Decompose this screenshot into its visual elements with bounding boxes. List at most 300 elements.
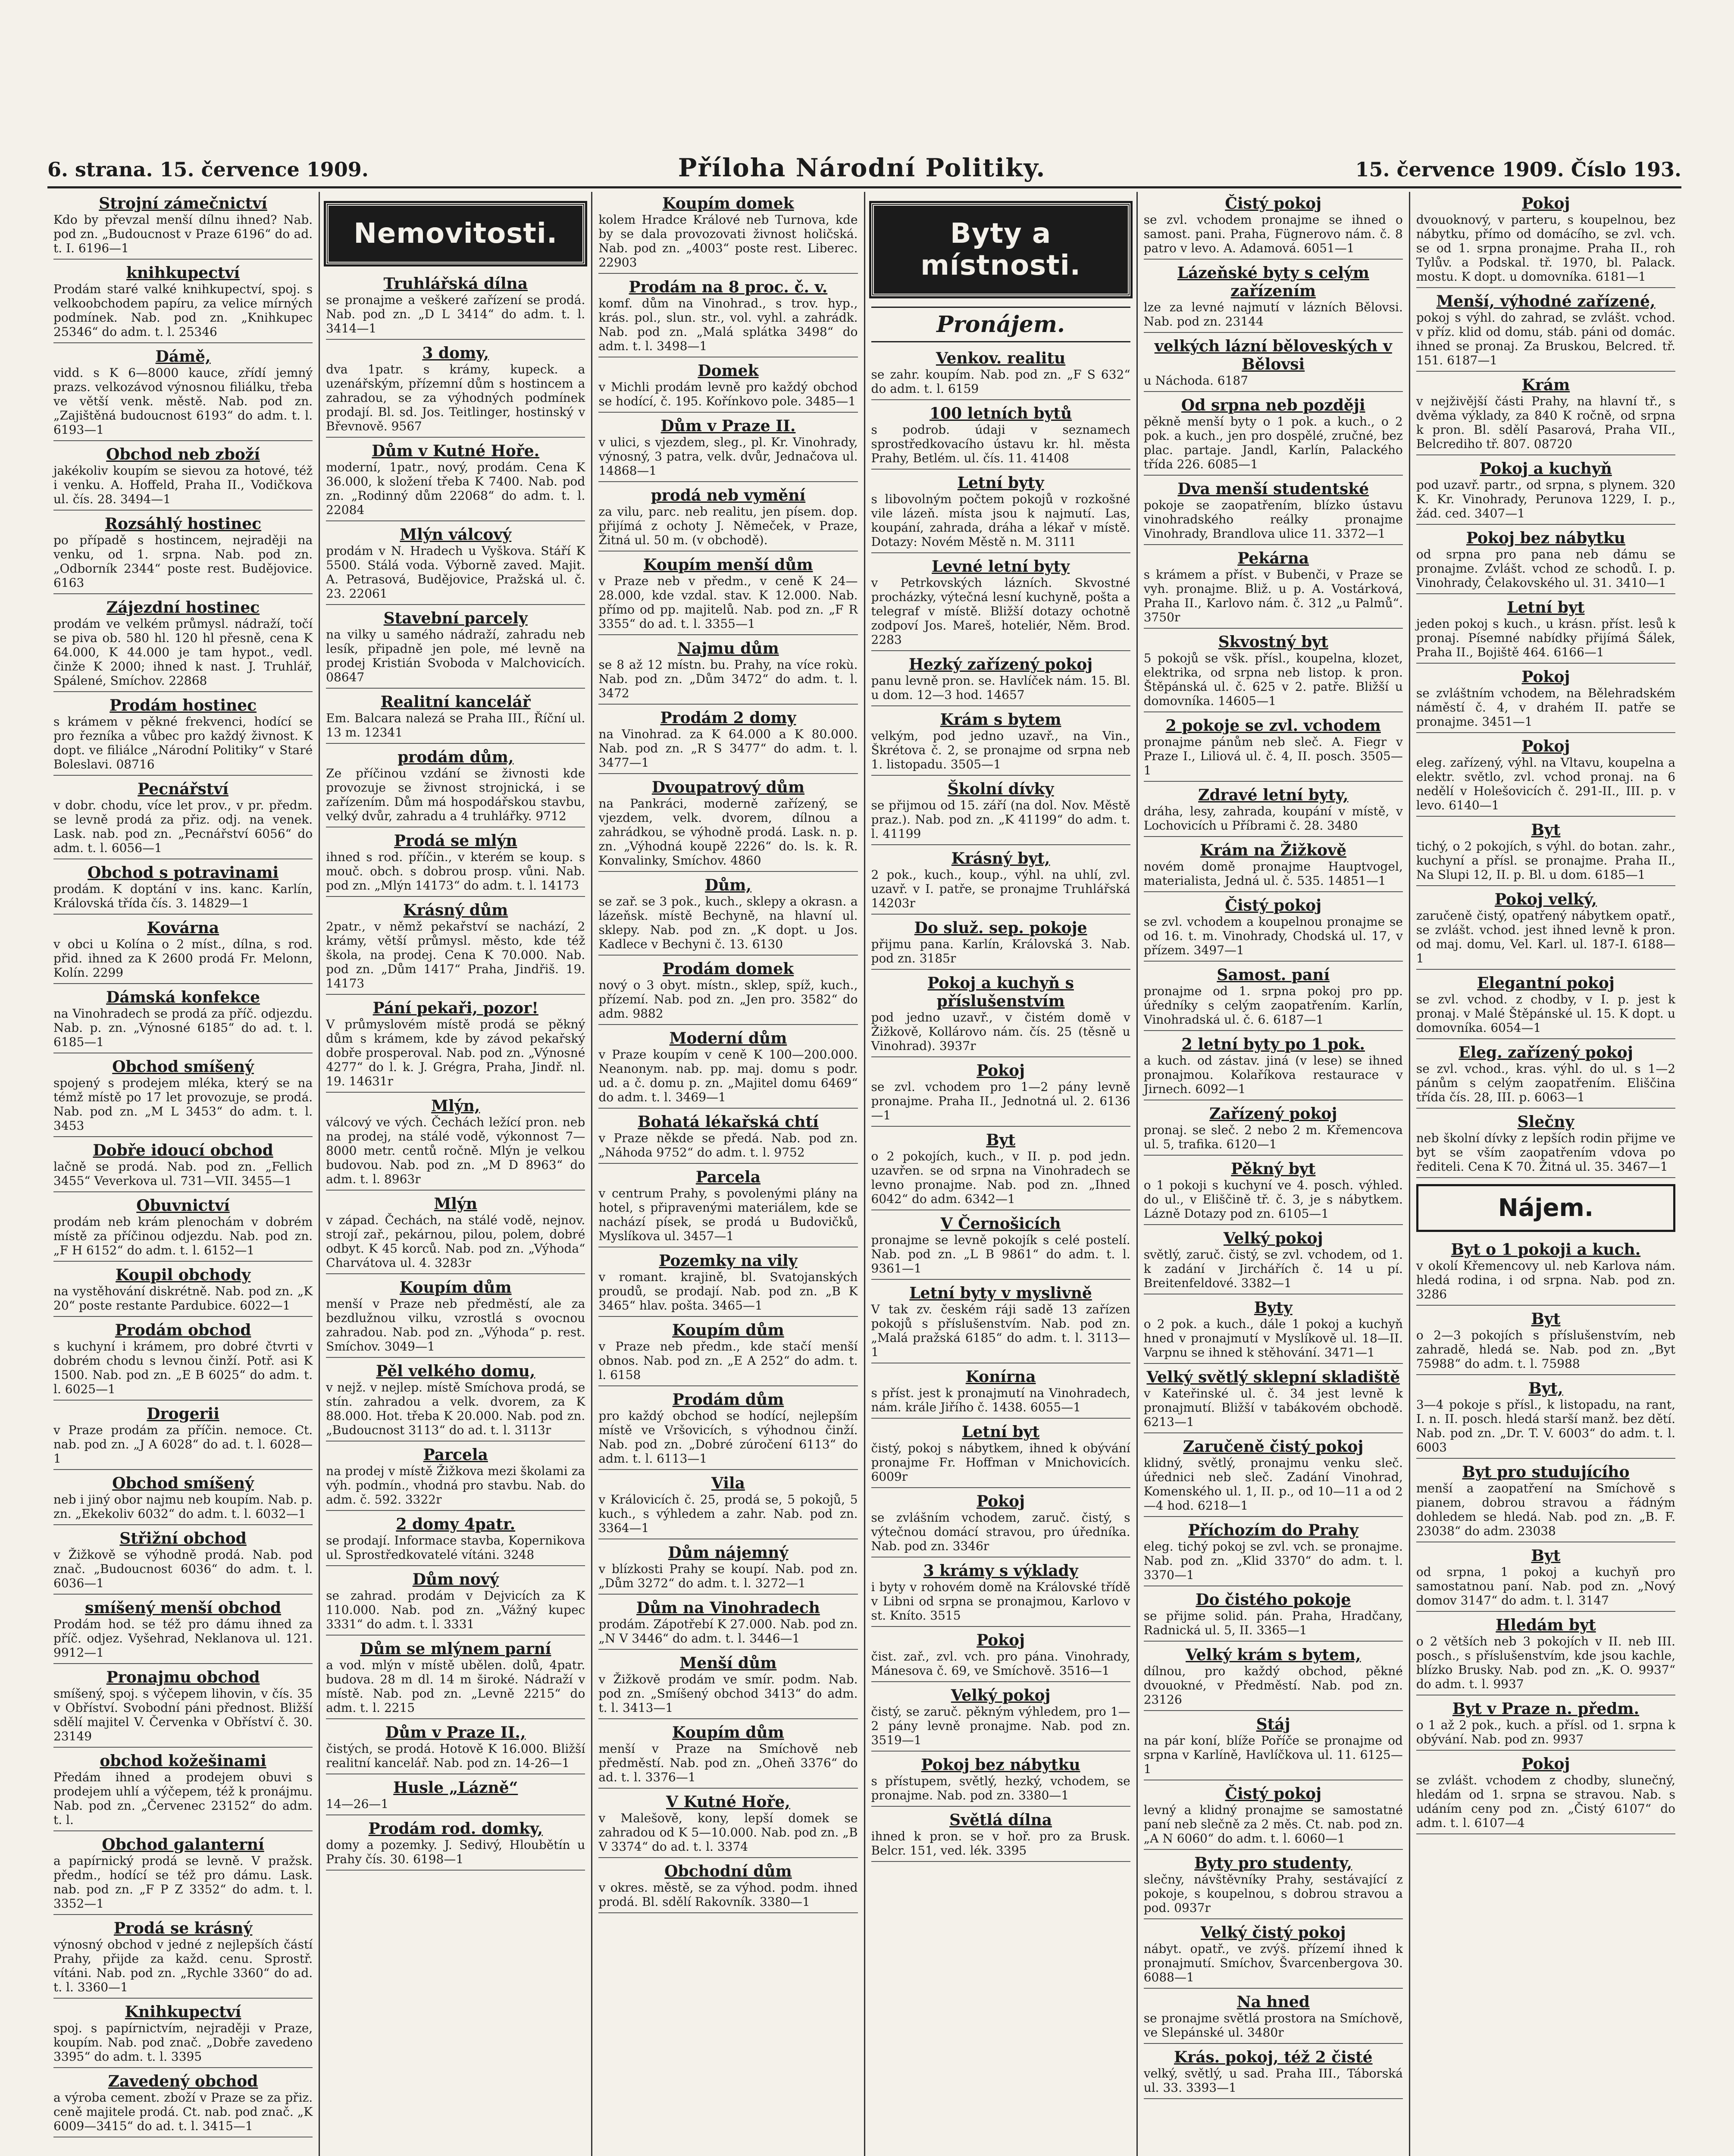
- page-header: [47, 153, 1681, 183]
- ad-heading: Čistý pokoj: [1225, 896, 1322, 915]
- ad-body: pronaj. se sleč. 2 nebo 2 m. Křemencova ul. 5, trafika. 6120—1: [1143, 1123, 1403, 1151]
- ad-heading: Husle „Lázně“: [393, 1779, 518, 1797]
- ad-body: komf. dům na Vinohrad., s trov. hyp., krás. pol., slun. str., vol. vyhl. a zahrádk. Nab. pod zn. „Malá splátka 3498“ do adm. t. l. 3498—1: [598, 296, 858, 353]
- ad-heading: Mlýn,: [431, 1097, 480, 1115]
- ad-heading: Krásný byt,: [951, 849, 1050, 868]
- classified-ad: [871, 655, 1130, 706]
- ad-body: menší a zaopatření na Smíchově s pianem, dobrou stravou a řádným dohledem se hledá. Nab. pod zn. „B. F. 23038“ do adm. 23038: [1416, 1481, 1676, 1538]
- ad-heading: 2 domy 4patr.: [396, 1515, 516, 1533]
- ad-body: s libovolným počtem pokojů v rozkošné vile lázeň. místa jsou k najmutí. Las, koupání, zahrada, dráha a lékař v místě. Dotazy: Novém Městě n. M. 3111: [871, 492, 1130, 549]
- ad-heading: Pokoj: [1521, 668, 1570, 686]
- ad-heading: Drogerii: [147, 1405, 219, 1423]
- ad-body: o 1 pokoji s kuchyní ve 4. posch. výhled. do ul., v Eliščině tř. č. 3, je s nábytkem. Lázně Dotazy pod zn. 6105—1: [1143, 1178, 1403, 1221]
- classified-ad: [871, 1368, 1130, 1419]
- ad-heading: Čistý pokoj: [1225, 1785, 1322, 1803]
- section-heading-pronajem: Pronájem.: [871, 307, 1130, 342]
- classified-ad: [326, 442, 585, 521]
- ad-body: nový o 3 obyt. místn., sklep, spíž, kuch., přízemí. Nab. pod zn. „Jen pro. 3582“ do adm. 9882: [598, 978, 858, 1021]
- ad-heading: Byty pro studenty,: [1194, 1854, 1352, 1872]
- ad-body: v dobr. chodu, více let prov., v pr. předm. se levně prodá za přiz. odj. na venek. Lask. nab. pod zn. „Pecnářství 6056“ do adm. t. l. 6056—1: [53, 798, 313, 855]
- classified-ad: [1416, 1310, 1675, 1375]
- ad-heading: Dům se mlýnem parní: [360, 1640, 551, 1658]
- ad-body: a papírnický prodá se levně. V pražsk. předm., hodící se též pro dámu. Lask. nab. pod zn. „F P Z 3352“ do adm. t. l. 3352—1: [53, 1854, 313, 1911]
- ad-body: v blízkosti Prahy se koupí. Nab. pod zn. „Dům 3272“ do adm. t. l. 3272—1: [598, 1562, 858, 1590]
- ad-heading: Pokoj bez nábytku: [921, 1756, 1080, 1774]
- ad-body: s krámem a příst. v Bubenči, v Praze se vyh. pronajme. Bliž. u p. A. Vostárková, Praha II., Karlovo nám. č. 312 „u Palmů“. 3750r: [1143, 567, 1403, 624]
- classified-ad: [871, 474, 1130, 553]
- ad-body: prodám ve velkém průmysl. nádraží, točí se piva ob. 580 hl. 120 hl přesně, cena K 64.000, K 44.000 je tam hypot., vedl. činže K 2000; ihned k nast. J. Truhlář, Spálené, Smíchov. 22868: [53, 617, 313, 688]
- ad-body: v Praze neb v předm., v ceně K 24—28.000, kde vzdal. stav. K 12.000. Nab. přímo od pp. majitelů. Nab. pod zn. „F R 3355“ do ad. t. l. 3355—1: [598, 574, 858, 631]
- classified-ad: [53, 599, 313, 692]
- ad-body: u Náchoda. 6187: [1143, 373, 1249, 388]
- ad-body: v nejživější části Prahy, na hlavní tř., s dvěma výklady, za 840 K ročně, od srpna k pron. Bl. sdělí Pasarová, Praha VII., Belcrediho tř. 807. 08720: [1416, 394, 1676, 451]
- classified-ad: [326, 609, 585, 689]
- ad-body: pokoj s výhl. do zahrad, se zvlášt. vchod. v příz. klid od domu, stáb. páni od domác. ihned se pronaj. Za Bruskou, Belcred. tř. 151. 6187—1: [1416, 310, 1676, 367]
- ad-body: čistých, se prodá. Hotově K 16.000. Bližší realitní kancelář. Nab. pod zn. 14-26—1: [326, 1742, 585, 1770]
- column-6: [1409, 192, 1681, 2156]
- ad-body: za vilu, parc. neb realitu, jen písem. dop. přijímá z ochoty J. Němeček, v Praze, Žitná ul. 50 m. (v obchodě).: [598, 505, 858, 547]
- ad-heading: Elegantní pokoj: [1477, 974, 1615, 992]
- ad-body: pěkně menší byty o 1 pok. a kuch., o 2 pok. a kuch., jen pro dospělé, zručné, bez plac. partaje. Jandl, Karlín, Palackého třída 226. 6085—1: [1143, 414, 1403, 471]
- classified-ad: [1416, 292, 1675, 372]
- ad-heading: Letní byty v myslivně: [909, 1284, 1092, 1302]
- classified-ad: [1416, 599, 1675, 664]
- classified-ad: [871, 1284, 1130, 1363]
- classified-ad: [1144, 1924, 1403, 1989]
- ad-heading: Knihkupectví: [125, 2003, 241, 2021]
- classified-ad: [1144, 2048, 1403, 2099]
- ad-body: kolem Hradce Králové neb Turnova, kde by se dala provozovati živnost holičská. Nab. pod zn. „4003“ poste rest. Liberec. 22903: [598, 213, 858, 270]
- ad-body: jakékoliv koupím se sievou za hotové, též i venku. A. Hoffeld, Praha II., Vodičkova ul. čís. 28. 3494—1: [53, 464, 313, 506]
- ad-body: na prodej v místě Žižkova mezi školami za výh. podmín., vhodná pro stavbu. Nab. do adm. č. 592. 3322r: [326, 1464, 585, 1507]
- classified-ad: [53, 1529, 313, 1595]
- classified-ad: [1416, 890, 1675, 970]
- ad-body: o 2 pok. a kuch., dále 1 pokoj a kuchyň hned v pronajmutí v Myslíkově ul. 18—II. Varpnu se ihned k stěhování. 3471—1: [1143, 1317, 1403, 1360]
- classified-ad: [53, 2072, 313, 2137]
- ad-heading: Pokoj: [1521, 737, 1570, 755]
- ad-heading: Pokoj a kuchyň s příslušenstvím: [927, 974, 1074, 1010]
- classified-ad: [598, 778, 858, 872]
- classified-ad: [1144, 786, 1403, 837]
- ad-heading: velkých lázní běloveských v Bělovsi: [1154, 337, 1392, 373]
- ad-body: Prodám staré valké knihkupectví, spoj. s velkoobchodem papíru, za velice mírných podmínek. Nab. pod zn. „Knihkupec 25346“ do adm. t. l. 25346: [53, 282, 313, 339]
- ad-heading: Stavební parcely: [383, 609, 528, 627]
- ad-heading: Dům v Kutné Hoře.: [372, 442, 540, 460]
- ad-heading: Krásný dům: [403, 901, 508, 919]
- classified-ad: [1144, 549, 1403, 629]
- classified-ad: [871, 1562, 1130, 1627]
- ad-body: se zahr. koupím. Nab. pod zn. „F S 632“ do adm. t. l. 6159: [871, 367, 1130, 396]
- ad-heading: Mlýn válcový: [400, 526, 512, 544]
- ad-body: o 2 pokojích, kuch., v II. p. pod jedn. uzavřen. se od srpna na Vinohradech se levno pronajme. Nab. pod zn. „Ihned 6042“ do adm. 6342—1: [871, 1149, 1130, 1206]
- header-right: 15. července 1909. Číslo 193.: [1355, 158, 1681, 181]
- classified-ad: [598, 960, 858, 1025]
- column-5: [1136, 192, 1409, 2156]
- ad-heading: 2 letní byty po 1 pok.: [1181, 1035, 1365, 1053]
- classified-ad: [1144, 1715, 1403, 1780]
- classified-ad: [871, 1631, 1130, 1682]
- classified-ad: [1144, 717, 1403, 782]
- classified-ad: [326, 275, 585, 340]
- classified-ad: [598, 1599, 858, 1650]
- classified-ad: [871, 1062, 1130, 1127]
- classified-ad: [53, 1474, 313, 1525]
- ad-body: 3—4 pokoje s přísl., k listopadu, na rant, I. n. II. posch. hledá starší manž. bez dětí. Nab. pod zn. „Dr. T. V. 6003“ do adm. t. l. 6003: [1416, 1398, 1676, 1454]
- classified-ad: [598, 1321, 858, 1386]
- ad-heading: smíšený menší obchod: [85, 1599, 282, 1617]
- classified-ad: [53, 864, 313, 915]
- ad-body: spoj. s papírnictvím, nejraději v Praze, koupím. Nab. pod znač. „Dobře zavedeno 3395“ do adm. t. l. 3395: [53, 2021, 313, 2064]
- ad-body: od srpna, 1 pokoj a kuchyň pro samostatnou paní. Nab. pod zn. „Nový domov 3147“ do adm. t. l. 3147: [1416, 1565, 1676, 1608]
- ad-heading: Letní byt: [1507, 599, 1585, 617]
- ad-body: se zvlášním vchodem, zaruč. čistý, s výtečnou domácí stravou, pro úředníka. Nab. pod zn. 3346r: [871, 1510, 1130, 1553]
- ad-body: v okolí Křemencovy ul. neb Karlova nám. hledá rodina, i od srpna. Nab. pod zn. 3286: [1416, 1259, 1676, 1301]
- ad-body: čistý, se zaruč. pěkným výhledem, pro 1—2 pány levně pronajme. Nab. pod zn. 3519—1: [871, 1705, 1130, 1747]
- classified-ad: [1144, 480, 1403, 545]
- ad-body: s kuchyní i krámem, pro dobré čtvrti v dobrém chodu s levnou činží. Potř. asi K 1500. Nab. pod zn. „E B 6025“ do adm. t. l. 6025—1: [53, 1339, 313, 1396]
- ad-heading: Prodám obchod: [115, 1321, 251, 1339]
- ad-heading: Pokoj: [977, 1062, 1025, 1080]
- classified-ad: [326, 1724, 585, 1774]
- classified-ad: [53, 1919, 313, 1999]
- classified-ad: [326, 1195, 585, 1274]
- ad-body: spojený s prodejem mléka, který se na témž místě po 17 let provozuje, se prodá. Nab. pod zn. „M L 3453“ do adm. t. l. 3453: [53, 1076, 313, 1133]
- ad-body: v Žižkově prodám ve smír. podm. Nab. pod zn. „Smíšený obchod 3413“ do adm. t. l. 3413—1: [598, 1672, 858, 1715]
- classified-ad: [598, 1544, 858, 1595]
- ad-body: 5 pokojů se všk. přísl., koupelna, klozet, elektrika, od srpna neb listop. k pron. Štěpánská ul. č. 625 v 2. patře. Bližší u domovníka. 14605—1: [1143, 651, 1403, 708]
- classified-ad: [1144, 264, 1403, 333]
- ad-heading: Stáj: [1256, 1715, 1290, 1733]
- ad-heading: Samost. paní: [1217, 966, 1330, 984]
- ad-body: na Vinohradech se prodá za příč. odjezdu. Nab. p. zn. „Výnosné 6185“ do ad. t. l. 6185—1: [53, 1006, 313, 1049]
- ad-body: čist. zař., zvl. vch. pro pána. Vinohrady, Mánesova č. 69, ve Smíchově. 3516—1: [871, 1649, 1130, 1678]
- ad-heading: Pozemky na vily: [659, 1252, 798, 1270]
- ad-heading: knihkupectví: [126, 264, 240, 282]
- ad-heading: prodám dům,: [398, 748, 514, 766]
- section-banner-byty: Byty a místnosti.: [871, 203, 1130, 296]
- classified-ad: [1144, 337, 1403, 392]
- ad-heading: Domek: [698, 362, 759, 380]
- ad-heading: Velký pokoj: [951, 1686, 1051, 1705]
- ad-body: menší v Praze na Smíchově neb předměstí. Nab. pod zn. „Oheň 3376“ do ad. t. l. 3376—1: [598, 1742, 858, 1784]
- ad-heading: Hezký zařízený pokoj: [908, 655, 1093, 674]
- classified-ad: [53, 1321, 313, 1401]
- ad-body: dvouoknový, v parteru, s koupelnou, bez nábytku, přímo od domácího, se zvl. vch. se od 1. srpna pronajme. Praha II., roh Tylův. a Podskal. tř. 1970, bl. Palack. mostu. K dopt. u domovníka. 6181—1: [1416, 213, 1676, 284]
- ad-body: a výroba cement. zboží v Praze se za přiz. ceně majitele prodá. Ct. nab. pod znač. „K 6009—3415“ do ad. t. l. 3415—1: [53, 2090, 313, 2133]
- classified-ad: [598, 1168, 858, 1247]
- ad-heading: Strojní zámečnictví: [99, 194, 267, 213]
- ad-body: prodám v N. Hradech u Vyškova. Stáří K 5500. Stálá voda. Výborně zaved. Majit. A. Petrasová, Budějovice, Pražská ul. č. 23. 22061: [326, 544, 585, 601]
- ad-body: domy a pozemky. J. Sedivý, Hloubětín u Prahy čís. 30. 6198—1: [326, 1838, 585, 1866]
- classified-ad: [1144, 1591, 1403, 1642]
- ad-body: 2 pok., kuch., koup., výhl. na uhlí, zvl. uzavř. v I. patře, se pronajme Truhlářská 14203r: [871, 868, 1130, 910]
- ad-body: se zvl. vchodem pro 1—2 pány levně pronajme. Praha II., Jednotná ul. 2. 6136—1: [871, 1080, 1130, 1122]
- ad-heading: Střižní obchod: [119, 1529, 247, 1548]
- ad-body: lze za levné najmutí v lázních Bělovsi. Nab. pod zn. 23144: [1143, 300, 1403, 329]
- ad-heading: Dům,: [704, 876, 751, 894]
- classified-ad: [1144, 1993, 1403, 2044]
- ad-heading: Rozsáhlý hostinec: [105, 515, 262, 533]
- ad-heading: Dva menší studentské: [1177, 480, 1369, 498]
- classified-ad: [598, 486, 858, 552]
- ad-body: v Praze neb předm., kde stačí menší obnos. Nab. pod zn. „E A 252“ do adm. t. l. 6158: [598, 1339, 858, 1382]
- classified-ad: [1416, 1616, 1675, 1695]
- ad-heading: Zaručeně čistý pokoj: [1183, 1438, 1364, 1456]
- ad-heading: Krám na Žižkově: [1200, 841, 1346, 859]
- classified-ad: [326, 748, 585, 827]
- ad-body: o 2—3 pokojích s příslušenstvím, neb zahradě, hledá se. Nab. pod zn. „Byt 75988“ do adm. t. l. 75988: [1416, 1328, 1676, 1371]
- ad-heading: Koupím dům: [399, 1279, 512, 1297]
- ad-heading: Obchod s potravinami: [88, 864, 279, 882]
- classified-ad: [1416, 668, 1675, 733]
- ad-heading: Velký krám s bytem,: [1186, 1646, 1361, 1664]
- ad-body: Ze příčinou vzdání se živnosti kde provozuje se živnost strojnická, i se zařízením. Dům má hospodářskou stavbu, velký dvůr, zahradu a 4 truhlářky. 9712: [326, 766, 585, 823]
- ad-heading: Slečny: [1517, 1113, 1574, 1131]
- ad-heading: Byt: [986, 1131, 1016, 1149]
- classified-ad: [1144, 966, 1403, 1031]
- ad-body: se zvl. vchod., kras. výhl. do ul. s 1—2 pánům s celým zaopatřením. Eliščina třída čís. 28, III. p. 6063—1: [1416, 1062, 1676, 1104]
- classified-ad: [1416, 1755, 1675, 1834]
- classified-ad: [326, 1779, 585, 1815]
- ad-body: v Praze prodám za příčin. nemoce. Ct. nab. pod zn. „J A 6028“ do ad. t. l. 6028—1: [53, 1423, 313, 1466]
- ad-heading: Byt o 1 pokoji a kuch.: [1451, 1241, 1641, 1259]
- classified-ad: [1144, 1646, 1403, 1711]
- ad-body: 14—26—1: [326, 1797, 389, 1811]
- ad-body: v Michli prodám levně pro každý obchod se hodící, č. 195. Kořínkovo pole. 3485—1: [598, 380, 858, 408]
- ad-heading: Moderní dům: [669, 1029, 787, 1047]
- ad-heading: 100 letních bytů: [929, 404, 1072, 423]
- ad-body: se přijme solid. pán. Praha, Hradčany, Radnická ul. 5, II. 3365—1: [1143, 1609, 1403, 1637]
- classified-ad: [53, 445, 313, 511]
- classified-ad: [1416, 821, 1675, 886]
- ad-heading: Hledám byt: [1496, 1616, 1596, 1634]
- ad-heading: V Černošicích: [940, 1215, 1061, 1233]
- ad-body: a vod. mlýn v místě ubělen. dolů, 4patr. budova. 28 m dl. 14 m široké. Nádraží v místě. Nab. pod zn. „Levně 2215“ do adm. t. l. 2215: [326, 1658, 585, 1715]
- ad-body: přijmu pana. Karlín, Královská 3. Nab. pod zn. 3185r: [871, 937, 1130, 965]
- ad-heading: Do služ. sep. pokoje: [914, 919, 1087, 937]
- classified-ad: [598, 1793, 858, 1858]
- classified-ad: [326, 832, 585, 897]
- classified-ad: [598, 639, 858, 705]
- classified-ad: [1144, 1521, 1403, 1586]
- ad-body: levný a klidný pronajme se samostatné paní neb slečně za 2 měs. Ct. nab. pod zn. „A N 6060“ do adm. t. l. 6060—1: [1143, 1803, 1403, 1846]
- classified-ad: [326, 1097, 585, 1191]
- ad-heading: 3 krámy s výklady: [923, 1562, 1078, 1580]
- ad-body: prodám neb krám plenochám v dobrém místě za příčinou odjezdu. Nab. pod zn. „F H 6152“ do adm. t. l. 6152—1: [53, 1215, 313, 1257]
- classified-ad: [1144, 396, 1403, 476]
- classified-ad: [1144, 841, 1403, 892]
- ad-heading: Letní byty: [957, 474, 1044, 492]
- ad-heading: Zájezdní hostinec: [106, 599, 260, 617]
- classified-ad: [598, 1113, 858, 1164]
- ad-heading: Dvoupatrový dům: [651, 778, 805, 796]
- ad-body: se prodají. Informace stavba, Kopernikova ul. Sprostředkovatelé vítáni. 3248: [326, 1533, 585, 1562]
- classified-ad: [1416, 1044, 1675, 1109]
- classified-ad: [598, 556, 858, 635]
- classified-ad: [871, 974, 1130, 1057]
- ad-heading: Vila: [711, 1474, 745, 1492]
- ad-body: v nejž. v nejlep. místě Smíchova prodá, se stín. zahradou a velk. dvorem, za K 88.000. Hot. třeba K 20.000. Nab. pod zn. „Budoucnost 3113“ do ad. t. l. 3113r: [326, 1380, 585, 1437]
- ad-body: s přístupem, světlý, hezký, vchodem, se pronajme. Nab. pod zn. 3380—1: [871, 1774, 1130, 1802]
- classified-ad: [326, 1515, 585, 1566]
- ad-body: vidd. s K 6—8000 kauce, zřídí jemný prazs. velkozávod výnosnou filiálku, třeba ve větší venk. městě. Nab. pod zn. „Zajištěná budoucnost 6193“ do adm. t. l. 6193—1: [53, 366, 313, 437]
- classified-ad: [871, 1423, 1130, 1488]
- ad-heading: Parcela: [695, 1168, 761, 1186]
- ad-body: se zvláštním vchodem, na Bělehradském náměstí č. 4, v drahém II. patře se pronajme. 3451—1: [1416, 686, 1676, 729]
- header-title: Příloha Národní Politiky.: [678, 153, 1046, 182]
- classified-ad: [326, 901, 585, 995]
- classified-ad: [53, 1266, 313, 1317]
- ad-body: v romant. krajině, bl. Svatojanských proudů, se prodají. Nab. pod zn. „B K 3465“ hlav. pošta. 3465—1: [598, 1270, 858, 1313]
- classified-ad: [1416, 1463, 1675, 1542]
- ad-heading: Prodám na 8 proc. č. v.: [629, 278, 828, 296]
- classified-ad: [1144, 1035, 1403, 1100]
- ad-heading: Koupím domek: [662, 194, 794, 213]
- ad-body: světlý, zaruč. čistý, se zvl. vchodem, od 1. k zadání v Jirchářích č. 14 u pí. Breitenfeldové. 3382—1: [1143, 1247, 1403, 1290]
- columns: [47, 192, 1681, 2156]
- ad-body: pronajme pánům neb sleč. A. Fiegr v Praze I., Liliová ul. č. 4, II. posch. 3505—1: [1143, 735, 1403, 777]
- ad-heading: Realitní kancelář: [380, 693, 531, 711]
- classified-ad: [326, 344, 585, 438]
- classified-ad: [598, 1029, 858, 1109]
- ad-heading: Pokoj: [977, 1631, 1025, 1649]
- ad-body: se zvl. vchodem a koupelnou pronajme se od 16. t. m. Vinohrady, Chodská ul. 17, v přízem. 3497—1: [1143, 915, 1403, 957]
- classified-ad: [53, 696, 313, 776]
- ad-heading: Dům v Praze II.: [660, 417, 796, 435]
- classified-ad: [871, 780, 1130, 845]
- ad-body: prodám. Zápotřebí K 27.000. Nab. pod zn. „N V 3446“ do adm. t. l. 3446—1: [598, 1617, 858, 1645]
- ad-heading: Prodá se mlýn: [394, 832, 517, 850]
- ad-heading: Byt,: [1528, 1379, 1563, 1398]
- classified-ad: [598, 1654, 858, 1719]
- ad-heading: Dámská konfekce: [106, 988, 260, 1006]
- ad-heading: Eleg. zařízený pokoj: [1459, 1044, 1633, 1062]
- ad-body: velký, světlý, u sad. Praha III., Táborská ul. 33. 3393—1: [1143, 2066, 1403, 2095]
- ad-heading: Byt pro studujícího: [1462, 1463, 1630, 1481]
- ad-body: s příst. jest k pronajmutí na Vinohradech, nám. krále Jiřího č. 1438. 6055—1: [871, 1386, 1130, 1414]
- classified-ad: [53, 1836, 313, 1915]
- classified-ad: [1144, 1368, 1403, 1433]
- ad-heading: Zařízený pokoj: [1209, 1105, 1337, 1123]
- ad-body: menší v Praze neb předměstí, ale za bezdlužnou vilku, vzrostlá s ovocnou zahradou. Nab. pod zn. „Výhoda“ p. rest. Smíchov. 3049—1: [326, 1297, 585, 1354]
- ad-heading: Prodám dům: [672, 1391, 784, 1409]
- ad-body: pronajme se levně pokojík s celé postelí. Nab. pod zn. „L B 9861“ do adm. t. l. 9361—1: [871, 1233, 1130, 1275]
- classified-ad: [598, 417, 858, 482]
- ad-heading: prodá neb vymění: [651, 486, 806, 505]
- ad-body: velkým, pod jedno uzavř., na Vin., Škrétova č. 2, se pronajme od srpna neb 1. listopadu. 3505—1: [871, 729, 1130, 771]
- ad-body: zaručeně čistý, opatřený nábytkem opatř., se zvlášt. vchod. jest ihned levně k pron. od maj. domu, Vel. Karl. ul. 187-I. 6188—1: [1416, 909, 1676, 965]
- ad-heading: Prodá se krásný: [113, 1919, 253, 1937]
- classified-ad: [53, 194, 313, 260]
- ad-body: Kdo by převzal menší dílnu ihned? Nab. pod zn. „Budoucnost v Praze 6196“ do ad. t. I. 6196—1: [53, 213, 313, 255]
- ad-heading: Dům nájemný: [668, 1544, 789, 1562]
- ad-heading: Velký čistý pokoj: [1200, 1924, 1346, 1942]
- classified-ad: [1416, 1113, 1675, 1178]
- classified-ad: [598, 1391, 858, 1470]
- classified-ad: [598, 278, 858, 357]
- classified-ad: [53, 1058, 313, 1137]
- ad-body: moderní, 1patr., nový, prodám. Cena K 36.000, k složení třeba K 7400. Nab. pod zn. „Rodinný dům 22068“ do adm. t. l. 22084: [326, 460, 585, 517]
- ad-heading: Byt: [1531, 1547, 1561, 1565]
- ad-heading: Do čistého pokoje: [1196, 1591, 1351, 1609]
- ad-heading: Prodám rod. domky,: [368, 1820, 543, 1838]
- classified-ad: [1144, 1229, 1403, 1294]
- ad-body: klidný, světlý, pronajmu venku sleč. úřednici neb sleč. Zadání Vinohrad, Komenského ul. 1, II. p., od 10—11 a od 2—4 hod. 6218—1: [1143, 1456, 1403, 1513]
- ad-body: i byty v rohovém domě na Královské třídě v Libni od srpna se pronajmou, Karlovo v st. Kníto. 3515: [871, 1580, 1130, 1623]
- ad-body: lačně se prodá. Nab. pod zn. „Fellich 3455“ Veverkova ul. 731—VII. 3455—1: [53, 1159, 313, 1188]
- ad-heading: Byt: [1531, 1310, 1561, 1328]
- classified-ad: [598, 1474, 858, 1539]
- classified-ad: [598, 1724, 858, 1789]
- classified-ad: [1416, 376, 1675, 455]
- ad-body: ihned s rod. příčin., v kterém se koup. s mouč. obch. s dobrou prosp. vůni. Nab. pod zn. „Mlýn 14173“ do adm. t. l. 14173: [326, 850, 585, 893]
- classified-ad: [1416, 460, 1675, 525]
- ad-heading: Konírna: [965, 1368, 1036, 1386]
- ad-body: výnosný obchod v jedné z nejlepších částí Prahy, přijde za každ. cenu. Sprostř. vítáni. Nab. pod zn. „Rychle 3360“ do ad. t. l. 3360—1: [53, 1937, 313, 1994]
- ad-heading: Od srpna neb později: [1181, 396, 1365, 414]
- classified-ad: [53, 919, 313, 984]
- ad-heading: Koupím dům: [672, 1321, 784, 1339]
- classified-ad: [871, 711, 1130, 776]
- ad-body: se zvl. vchodem pronajme se ihned o samost. pani. Praha, Fügnerovo nám. č. 8 patro v levo. A. Adamová. 6051—1: [1143, 213, 1403, 255]
- classified-ad: [1416, 1700, 1675, 1751]
- column-1: [47, 192, 319, 2156]
- classified-ad: [871, 1686, 1130, 1752]
- classified-ad: [53, 2003, 313, 2068]
- header-rule: [47, 186, 1681, 188]
- ad-heading: Dům na Vinohradech: [636, 1599, 820, 1617]
- ad-body: Prodám hod. se též pro dámu ihned za příč. odjez. Vyšehrad, Neklanova ul. 121. 9912—1: [53, 1617, 313, 1660]
- ad-heading: Koupím menší dům: [643, 556, 813, 574]
- classified-ad: [1416, 974, 1675, 1039]
- ad-body: pod jedno uzavř., v čistém domě v Žižkově, Kollárovo nám. čís. 25 (těsně u Vinohrad). 3937r: [871, 1010, 1130, 1053]
- ad-body: v ulici, s vjezdem, sleg., pl. Kr. Vinohrady, výnosný, 3 patra, velk. dvůr, Jednačova ul. 14868—1: [598, 435, 858, 478]
- classified-ad: [53, 1752, 313, 1831]
- classified-ad: [326, 1362, 585, 1442]
- ad-body: s podrob. údaji v seznamech sprostředkovacího ústavu kr. hl. města Prahy, Betlém. ul. čís. 11. 41408: [871, 423, 1130, 465]
- ad-heading: Byt v Praze n. předm.: [1452, 1700, 1640, 1718]
- ad-body: 2patr., v němž pekařství se nachází, 2 krámy, větší průmysl. město, kde též škola, na prodej. Cena K 70.000. Nab. pod zn. „Dům 1417“ Praha, Jindřiš. 19. 14173: [326, 919, 585, 990]
- ad-heading: Pěkný byt: [1231, 1160, 1316, 1178]
- ad-body: dílnou, pro každý obchod, pěkné dvouokné, v Předměstí. Nab. pod zn. 23126: [1143, 1664, 1403, 1707]
- ad-heading: Mlýn: [434, 1195, 478, 1213]
- classified-ad: [1144, 1854, 1403, 1919]
- ad-body: se zvl. vchod. z chodby, v I. p. jest k pronaj. v Malé Štěpánské ul. 15. K dopt. u domovníka. 6054—1: [1416, 992, 1676, 1035]
- ad-body: neb i jiný obor najmu neb koupím. Nab. p. zn. „Ekekoliv 6032“ do adm. t. l. 6032—1: [53, 1492, 313, 1521]
- ad-heading: Pokoj a kuchyň: [1480, 460, 1612, 478]
- ad-heading: 2 pokoje se zvl. vchodem: [1165, 717, 1381, 735]
- classified-ad: [871, 919, 1130, 970]
- classified-ad: [53, 264, 313, 343]
- classified-ad: [871, 1131, 1130, 1210]
- ad-heading: Pěl velkého domu,: [376, 1362, 535, 1380]
- ad-heading: Na hned: [1236, 1993, 1310, 2011]
- ad-heading: Obchod galanterní: [102, 1836, 264, 1854]
- classified-ad: [871, 558, 1130, 651]
- ad-heading: obchod kožešinami: [100, 1752, 266, 1770]
- classified-ad: [1144, 1299, 1403, 1364]
- ad-body: pokoje se zaopatřením, blízko ústavu vinohradského reálky pronajme Vinohrady, Brandlova ulice 11. 3372—1: [1143, 498, 1403, 541]
- ad-heading: Najmu dům: [677, 639, 779, 658]
- ad-body: se 8 až 12 místn. bu. Prahy, na více rokù. Nab. pod zn. „Dům 3472“ do adm. t. l. 3472: [598, 658, 858, 700]
- ad-body: neb školní dívky z lepších rodin přijme ve byt se vším zaopatřením vdova po řediteli. Cena K 70. Žitná ul. 35. 3467—1: [1416, 1131, 1676, 1174]
- ad-body: po případě s hostincem, nejraději na venku, od 1. srpna. Nab. pod zn. „Odborník 2344“ poste rest. Budějovice. 6163: [53, 533, 313, 590]
- ad-body: tichý, o 2 pokojích, s výhl. do botan. zahr., kuchyní a přísl. se pronajme. Praha II., Na Slupi 12, II. p. Bl. u dom. 6185—1: [1416, 839, 1676, 882]
- classified-ad: [326, 1446, 585, 1511]
- ad-body: v Petrkovských lázních. Skvostné procházky, výtečná lesní kuchyně, pošta a telegraf v místě. Bližší dotazy ochotně zodpoví Jos. Mareš, hoteliér, Něm. Brod. 2283: [871, 576, 1130, 647]
- classified-ad: [871, 1811, 1130, 1862]
- ad-heading: Obchod neb zboží: [106, 445, 260, 464]
